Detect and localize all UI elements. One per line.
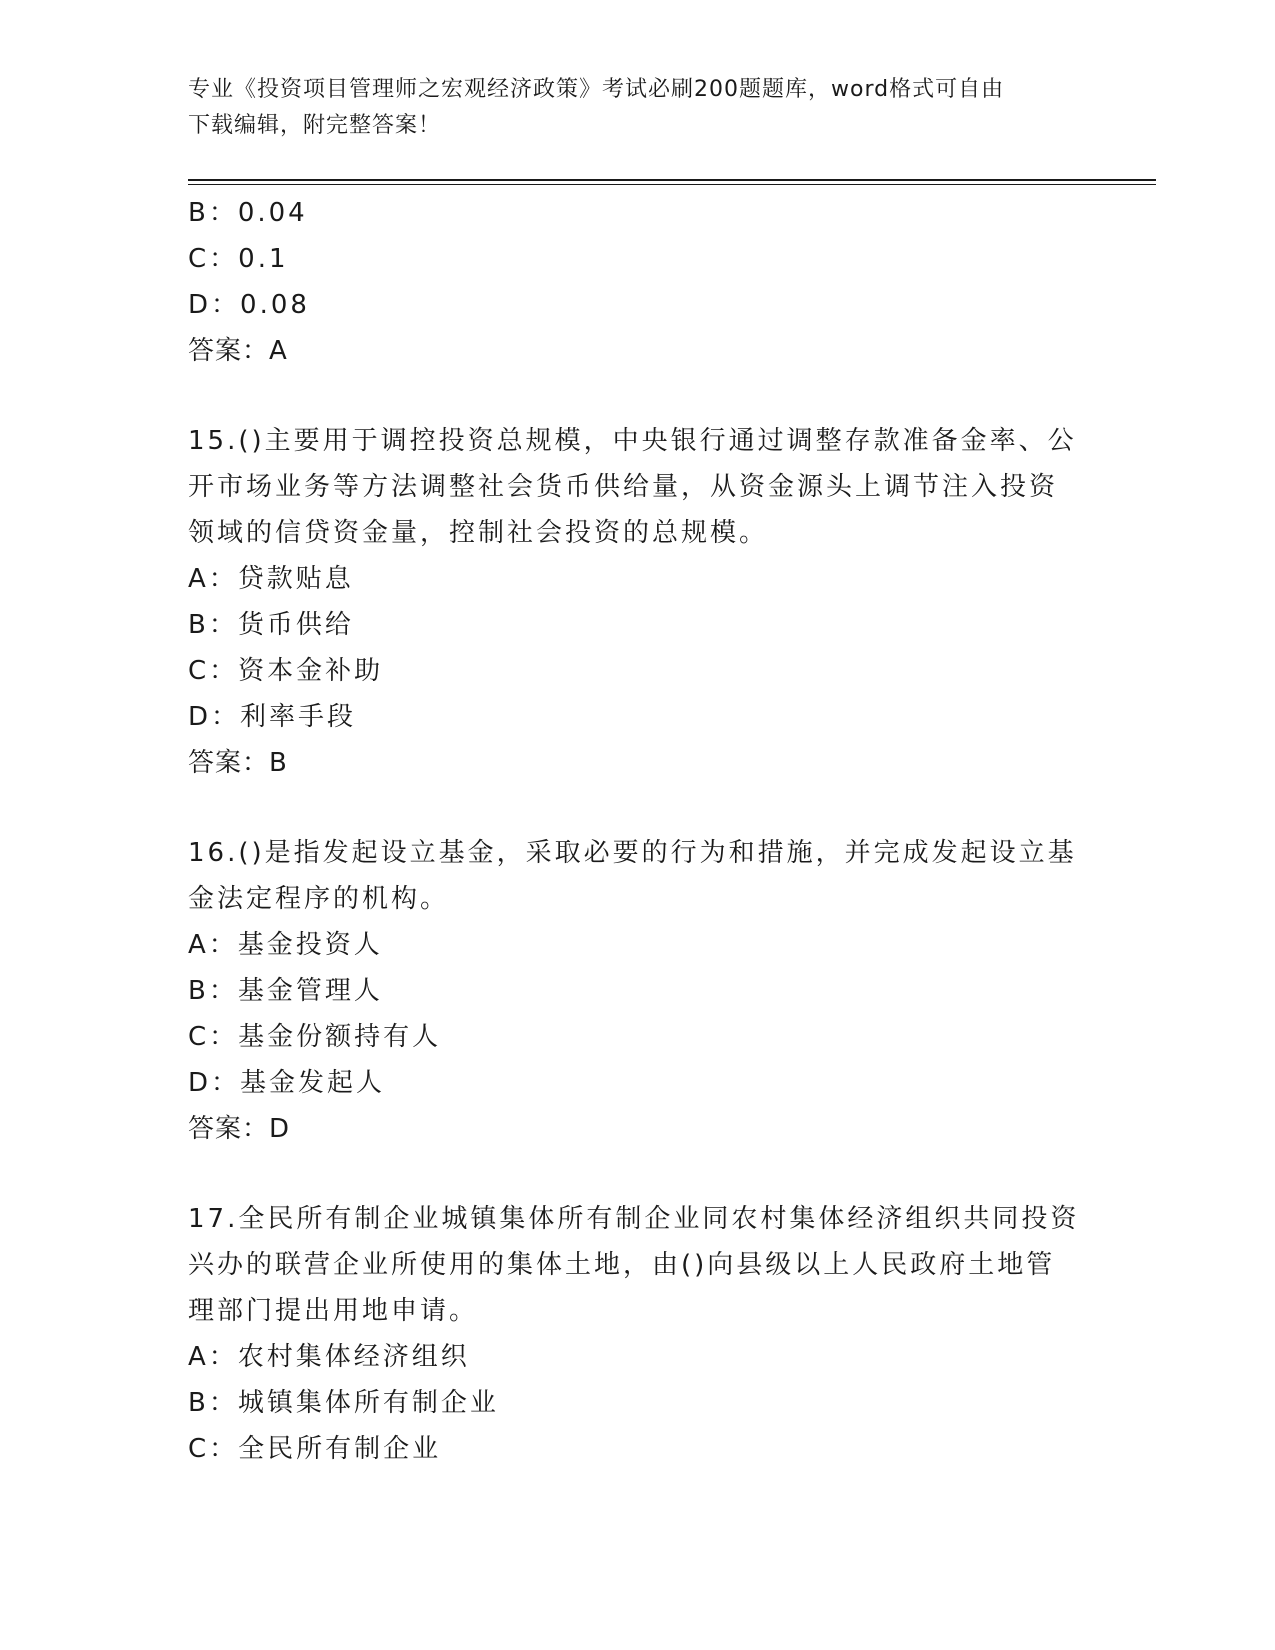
question-text-line: 开市场业务等方法调整社会货币供给量，从资金源头上调节注入投资 [188,472,1059,502]
question-15 [188,418,1088,786]
option-c: C：0.1 [188,244,289,274]
question-text-line: 16.()是指发起设立基金，采取必要的行为和措施，并完成发起设立基 [188,838,1077,868]
option-b: B：基金管理人 [188,976,383,1006]
option-a: A：基金投资人 [188,930,383,960]
header-divider-thin [188,184,1156,185]
option-d: D：利率手段 [188,702,357,732]
header-divider-thick [188,179,1156,181]
answer-line: 答案：D [188,1114,291,1144]
option-c: C：全民所有制企业 [188,1434,442,1464]
option-d: D：基金发起人 [188,1068,386,1098]
answer-line: 答案：A [188,336,288,366]
option-a: A：农村集体经济组织 [188,1342,470,1372]
document-body [188,190,1088,1472]
option-b: B：货币供给 [188,610,354,640]
option-b: B：城镇集体所有制企业 [188,1388,499,1418]
question-text-line: 兴办的联营企业所使用的集体土地，由()向县级以上人民政府土地管 [188,1250,1056,1280]
option-a: A：贷款贴息 [188,564,354,594]
question-16 [188,830,1088,1152]
question-17 [188,1196,1088,1472]
question-text-line: 15.()主要用于调控投资总规模，中央银行通过调整存款准备金率、公 [188,426,1077,456]
answer-line: 答案：B [188,748,288,778]
question-text-line: 金法定程序的机构。 [188,884,450,914]
document-header [188,72,1088,144]
option-c: C：基金份额持有人 [188,1022,442,1052]
header-line-1: 专业《投资项目管理师之宏观经济政策》考试必刷200题题库，word格式可自由 [188,77,1005,102]
previous-question-tail [188,190,1088,374]
option-c: C：资本金补助 [188,656,384,686]
option-b: B：0.04 [188,198,308,228]
question-text-line: 领域的信贷资金量，控制社会投资的总规模。 [188,518,769,548]
question-text-line: 理部门提出用地申请。 [188,1296,479,1326]
option-d: D：0.08 [188,290,310,320]
question-text-line: 17.全民所有制企业城镇集体所有制企业同农村集体经济组织共同投资 [188,1204,1080,1234]
header-line-2: 下载编辑，附完整答案！ [188,113,442,138]
